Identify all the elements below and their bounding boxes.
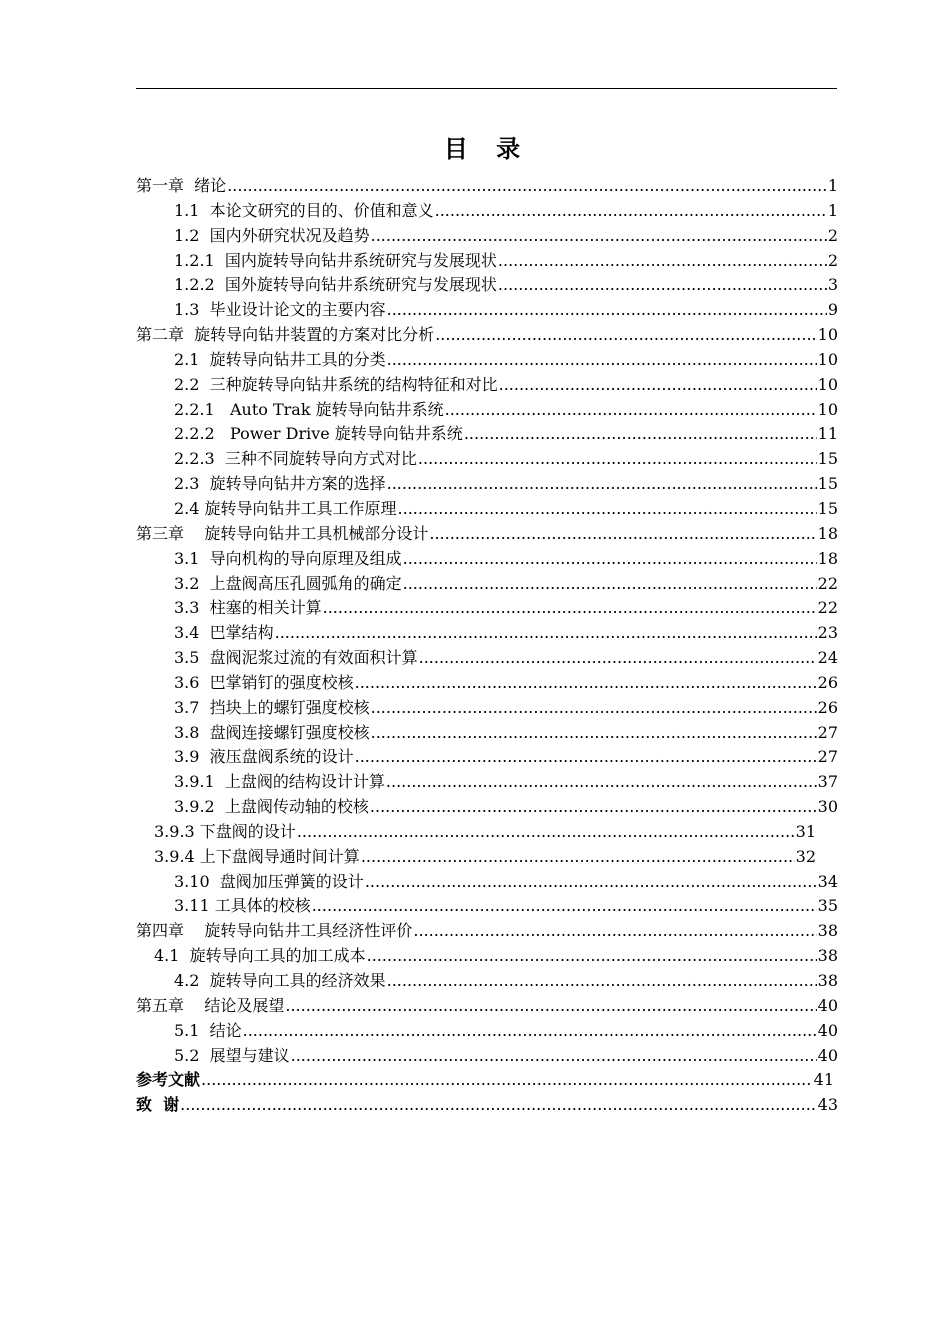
toc-entry-page-number: 2 — [827, 250, 838, 270]
toc-entry-page-number: 15 — [817, 449, 838, 469]
toc-dot-leader — [371, 696, 817, 721]
toc-entry[interactable] — [136, 671, 838, 696]
toc-entry[interactable] — [136, 1019, 838, 1044]
toc-dot-leader — [387, 472, 817, 497]
toc-entry-page-number: 34 — [817, 871, 838, 891]
toc-entry-label: 2.3 旋转导向钻井方案的选择 — [174, 474, 386, 494]
toc-entry-page-number: 24 — [817, 648, 838, 668]
toc-dot-leader — [227, 174, 827, 199]
toc-entry-label: 3.1 导向机构的导向原理及组成 — [174, 548, 402, 568]
toc-dot-leader — [398, 497, 817, 522]
toc-entry[interactable] — [136, 572, 838, 597]
toc-dot-leader — [285, 994, 816, 1019]
toc-entry[interactable] — [136, 249, 838, 274]
toc-entry-label: 3.9.1 上盘阀的结构设计计算 — [174, 772, 385, 792]
toc-entry[interactable] — [136, 870, 838, 895]
toc-entry-label: 3.11 工具体的校核 — [174, 896, 311, 916]
toc-dot-leader — [418, 447, 817, 472]
toc-entry[interactable] — [136, 596, 838, 621]
toc-entry-page-number: 22 — [817, 598, 838, 618]
toc-entry[interactable] — [136, 919, 838, 944]
toc-entry-page-number: 18 — [817, 548, 838, 568]
toc-entry-page-number: 30 — [817, 797, 838, 817]
toc-dot-leader — [361, 845, 795, 870]
toc-entry-page-number: 38 — [817, 946, 838, 966]
toc-dot-leader — [291, 1044, 817, 1069]
toc-entry-page-number: 11 — [817, 424, 838, 444]
toc-entry-label: 3.3 柱塞的相关计算 — [174, 598, 322, 618]
toc-entry[interactable] — [136, 323, 838, 348]
toc-entry-label: 5.2 展望与建议 — [174, 1045, 290, 1065]
toc-entry[interactable] — [136, 770, 838, 795]
toc-entry-label: 3.5 盘阀泥浆过流的有效面积计算 — [174, 648, 418, 668]
toc-entry[interactable] — [136, 348, 838, 373]
toc-dot-leader — [429, 522, 816, 547]
toc-entry-page-number: 26 — [817, 672, 838, 692]
header-rule — [136, 88, 837, 89]
toc-entry-page-number: 3 — [827, 275, 838, 295]
toc-entry[interactable] — [136, 472, 838, 497]
toc-entry[interactable] — [136, 373, 838, 398]
toc-dot-leader — [297, 820, 795, 845]
toc-entry-page-number: 15 — [817, 474, 838, 494]
toc-entry[interactable] — [136, 1044, 838, 1069]
toc-entry-label: 2.4 旋转导向钻井工具工作原理 — [174, 498, 397, 518]
toc-list — [136, 174, 838, 1118]
toc-entry[interactable] — [136, 298, 838, 323]
toc-entry-page-number: 18 — [817, 523, 838, 543]
toc-entry[interactable] — [136, 696, 838, 721]
toc-entry-label: 第一章 绪论 — [136, 176, 227, 195]
toc-entry-label: 2.2.2 Power Drive 旋转导向钻井系统 — [174, 424, 463, 444]
toc-entry-label: 3.9.4 上下盘阀导通时间计算 — [154, 846, 360, 866]
toc-dot-leader — [386, 770, 817, 795]
toc-entry-page-number: 10 — [817, 374, 838, 394]
toc-entry[interactable] — [136, 745, 838, 770]
toc-entry-page-number: 22 — [817, 573, 838, 593]
toc-entry-label: 2.2 三种旋转导向钻井系统的结构特征和对比 — [174, 374, 498, 394]
toc-entry-label: 3.4 巴掌结构 — [174, 623, 274, 643]
toc-title: 目 录 — [443, 134, 531, 163]
toc-dot-leader — [275, 621, 817, 646]
toc-entry-label: 2.2.1 Auto Trak 旋转导向钻井系统 — [174, 399, 444, 419]
toc-entry-page-number: 37 — [817, 772, 838, 792]
toc-entry[interactable] — [136, 273, 838, 298]
toc-entry-page-number: 27 — [817, 747, 838, 767]
toc-entry-label: 1.3 毕业设计论文的主要内容 — [174, 300, 386, 320]
toc-entry-label: 1.2 国内外研究状况及趋势 — [174, 225, 370, 245]
toc-entry[interactable] — [136, 1093, 838, 1118]
toc-dot-leader — [371, 224, 827, 249]
toc-entry-label: 3.8 盘阀连接螺钉强度校核 — [174, 722, 370, 742]
toc-entry-page-number: 40 — [817, 1045, 838, 1065]
toc-entry-label: 3.9.2 上盘阀传动轴的校核 — [174, 797, 369, 817]
toc-entry-label: 第二章 旋转导向钻井装置的方案对比分析 — [136, 325, 435, 345]
toc-dot-leader — [243, 1019, 817, 1044]
toc-dot-leader — [180, 1093, 816, 1118]
toc-entry-label: 4.1 旋转导向工具的加工成本 — [154, 946, 366, 966]
toc-entry[interactable] — [136, 944, 838, 969]
toc-entry-label: 参考文献 — [136, 1070, 201, 1090]
toc-entry-page-number: 35 — [817, 896, 838, 916]
toc-dot-leader — [387, 348, 817, 373]
toc-entry[interactable] — [136, 894, 838, 919]
toc-dot-leader — [435, 323, 816, 348]
toc-dot-leader — [419, 646, 817, 671]
toc-entry-page-number: 40 — [817, 995, 838, 1015]
toc-entry-label: 1.1 本论文研究的目的、价值和意义 — [174, 200, 434, 220]
toc-entry-label: 致 谢 — [136, 1095, 180, 1115]
toc-entry[interactable] — [136, 820, 838, 845]
toc-dot-leader — [413, 919, 816, 944]
toc-entry-label: 3.6 巴掌销钉的强度校核 — [174, 672, 354, 692]
toc-entry-page-number: 9 — [827, 300, 838, 320]
toc-dot-leader — [387, 298, 827, 323]
toc-entry[interactable] — [136, 224, 838, 249]
toc-entry[interactable] — [136, 969, 838, 994]
toc-entry[interactable] — [136, 174, 838, 199]
toc-dot-leader — [201, 1068, 813, 1093]
toc-entry[interactable] — [136, 398, 838, 423]
toc-dot-leader — [367, 944, 817, 969]
toc-entry[interactable] — [136, 994, 838, 1019]
toc-dot-leader — [498, 249, 827, 274]
toc-dot-leader — [445, 398, 817, 423]
toc-entry[interactable] — [136, 795, 838, 820]
toc-entry-label: 1.2.1 国内旋转导向钻井系统研究与发展现状 — [174, 250, 497, 270]
toc-entry-page-number: 15 — [817, 498, 838, 518]
toc-dot-leader — [371, 721, 817, 746]
toc-entry-label: 2.1 旋转导向钻井工具的分类 — [174, 349, 386, 369]
toc-entry[interactable] — [136, 497, 838, 522]
toc-dot-leader — [365, 870, 817, 895]
toc-entry-label: 2.2.3 三种不同旋转导向方式对比 — [174, 449, 417, 469]
toc-entry-label: 第五章 结论及展望 — [136, 995, 285, 1015]
toc-entry-label: 3.7 挡块上的螺钉强度校核 — [174, 697, 370, 717]
toc-dot-leader — [323, 596, 817, 621]
toc-dot-leader — [498, 273, 827, 298]
toc-entry-label: 3.9 液压盘阀系统的设计 — [174, 747, 354, 767]
toc-entry-page-number: 10 — [817, 399, 838, 419]
toc-entry-page-number: 1 — [827, 200, 838, 220]
toc-entry-page-number: 43 — [817, 1095, 838, 1115]
toc-dot-leader — [499, 373, 817, 398]
toc-entry[interactable] — [136, 721, 838, 746]
toc-entry-page-number: 32 — [795, 846, 816, 866]
toc-dot-leader — [464, 422, 817, 447]
toc-dot-leader — [355, 745, 817, 770]
toc-dot-leader — [403, 547, 817, 572]
toc-entry-page-number: 38 — [817, 921, 838, 941]
toc-entry-page-number: 31 — [795, 821, 816, 841]
toc-entry-label: 第三章 旋转导向钻井工具机械部分设计 — [136, 523, 429, 543]
toc-entry-label: 3.2 上盘阀高压孔圆弧角的确定 — [174, 573, 402, 593]
toc-entry[interactable] — [136, 547, 838, 572]
toc-dot-leader — [312, 894, 817, 919]
toc-entry-page-number: 10 — [817, 325, 838, 345]
toc-entry[interactable] — [136, 199, 838, 224]
toc-entry-label: 3.9.3 下盘阀的设计 — [154, 821, 296, 841]
toc-entry[interactable] — [136, 447, 838, 472]
toc-entry[interactable] — [136, 522, 838, 547]
toc-entry-label: 3.10 盘阀加压弹簧的设计 — [174, 871, 364, 891]
toc-entry-page-number: 27 — [817, 722, 838, 742]
toc-entry[interactable] — [136, 1068, 838, 1093]
toc-entry[interactable] — [136, 422, 838, 447]
toc-entry-label: 第四章 旋转导向钻井工具经济性评价 — [136, 921, 413, 941]
toc-entry-page-number: 2 — [827, 225, 838, 245]
toc-entry-label: 5.1 结论 — [174, 1020, 242, 1040]
toc-entry[interactable] — [136, 621, 838, 646]
toc-dot-leader — [355, 671, 817, 696]
toc-dot-leader — [435, 199, 827, 224]
toc-dot-leader — [370, 795, 817, 820]
toc-entry-page-number: 40 — [817, 1020, 838, 1040]
toc-entry-page-number: 10 — [817, 349, 838, 369]
toc-entry-page-number: 38 — [817, 971, 838, 990]
toc-entry-label: 1.2.2 国外旋转导向钻井系统研究与发展现状 — [174, 275, 497, 295]
toc-dot-leader — [403, 572, 817, 597]
toc-entry-label: 4.2 旋转导向工具的经济效果 — [174, 971, 386, 990]
toc-entry[interactable] — [136, 646, 838, 671]
toc-entry-page-number: 26 — [817, 697, 838, 717]
toc-dot-leader — [387, 969, 817, 994]
toc-entry-page-number: 23 — [817, 623, 838, 643]
toc-entry-page-number: 1 — [827, 176, 838, 195]
toc-entry[interactable] — [136, 845, 838, 870]
toc-entry-page-number: 41 — [813, 1070, 834, 1090]
